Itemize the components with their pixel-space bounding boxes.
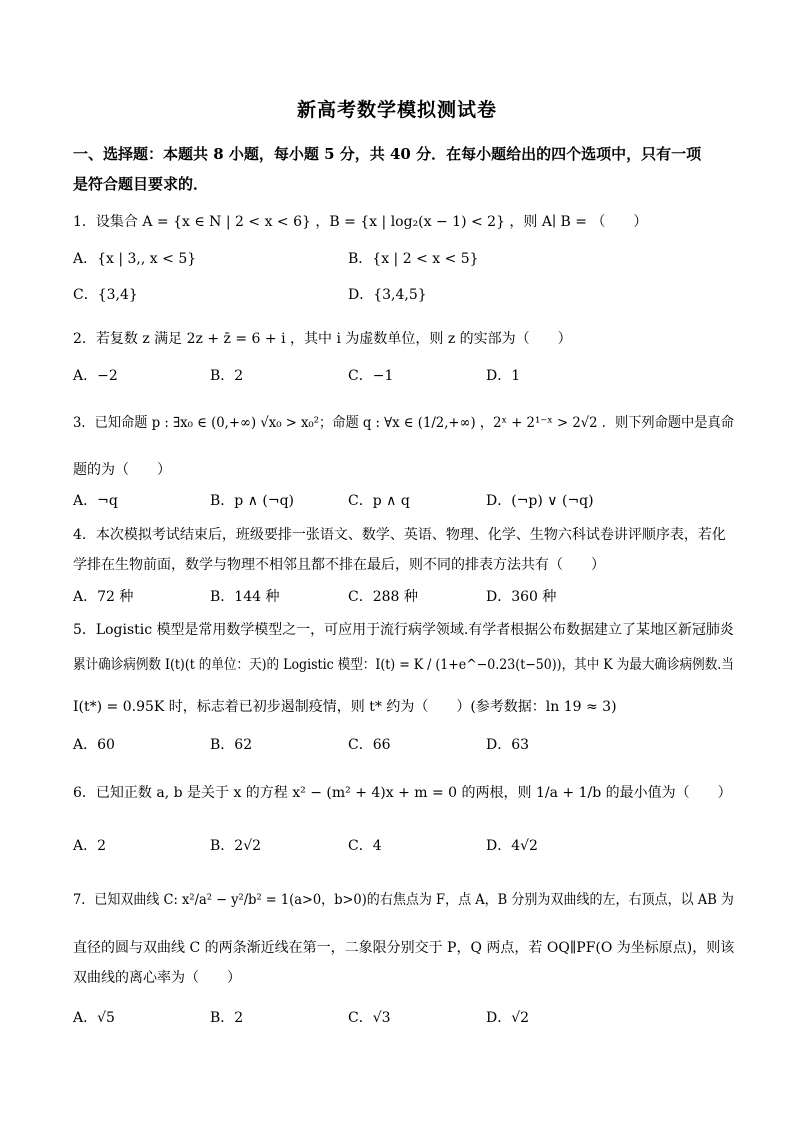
question-2-option-b: B．2: [210, 368, 244, 384]
question-6-option-b: B．2√2: [210, 838, 262, 854]
question-4-stem: 4．本次模拟考试结束后，班级要排一张语文、数学、英语、物理、化学、生物六科试卷讲评顺序表，若化: [73, 527, 726, 543]
question-2-stem: 2．若复数 z 满足 2z + z̄ = 6 + i ，其中 i 为虚数单位，则 z 的实部为（ ）: [73, 331, 572, 347]
section-heading-line2: 是符合题目要求的．: [73, 175, 209, 193]
question-3-option-d: D．(¬p) ∨ (¬q): [486, 493, 594, 509]
question-7-option-a: A．√5: [73, 1010, 115, 1026]
question-6-option-d: D．4√2: [486, 838, 538, 854]
question-3-stem-cont: 题的为（ ）: [73, 462, 171, 478]
question-6-stem: 6．已知正数 a, b 是关于 x 的方程 x² − (m² + 4)x + m = 0 的两根，则 1/a + 1/b 的最小值为（ ）: [73, 785, 732, 801]
question-7-option-c: C．√3: [348, 1010, 391, 1026]
question-7-option-d: D．√2: [486, 1010, 530, 1026]
question-5-stem-cont: 累计确诊病例数 I(t)(t 的单位：天)的 Logistic 模型：I(t) = K / (1+e^−0.23(t−50))，其中 K 为最大确诊病例数.当: [73, 657, 734, 673]
question-6-option-a: A．2: [73, 838, 107, 854]
question-2-option-a: A．−2: [73, 368, 118, 384]
question-7-option-b: B．2: [210, 1010, 244, 1026]
question-5-option-a: A．60: [73, 737, 115, 753]
question-1-option-b: B．{x | 2 < x < 5}: [348, 251, 479, 267]
question-5-option-b: B．62: [210, 737, 253, 753]
question-2-option-d: D．1: [486, 368, 521, 384]
page-title: 新高考数学模拟测试卷: [296, 99, 497, 121]
question-7-stem-cont2: 双曲线的离心率为（ ）: [73, 970, 241, 986]
question-3-stem: 3．已知命题 p : ∃x₀ ∈ (0,+∞) √x₀ > x₀²；命题 q : ∀x ∈ (1/2,+∞) ，2ˣ + 2¹⁻ˣ > 2√2 ．则下列命题中是真命: [73, 415, 734, 431]
question-5-option-c: C．66: [348, 737, 391, 753]
question-1-option-d: D．{3,4,5}: [348, 287, 427, 303]
question-5-stem: 5．Logistic 模型是常用数学模型之一，可应用于流行病学领域.有学者根据公布数据建立了某地区新冠肺炎: [73, 622, 734, 638]
question-4-stem-cont: 学排在生物前面，数学与物理不相邻且都不排在最后，则不同的排表方法共有（ ）: [73, 557, 605, 573]
question-3-option-a: A．¬q: [73, 493, 118, 509]
question-3-option-c: C．p ∧ q: [348, 493, 410, 509]
question-3-option-b: B．p ∧ (¬q): [210, 493, 295, 509]
question-4-option-a: A．72 种: [73, 589, 134, 605]
question-1-stem: 1．设集合 A = {x ∈ N | 2 < x < 6} ，B = {x | log₂(x − 1) < 2} ，则 A∣ B = （ ）: [73, 214, 648, 230]
question-4-option-c: C．288 种: [348, 589, 418, 605]
question-7-stem: 7．已知双曲线 C: x²/a² − y²/b² = 1(a>0，b>0)的右焦点为 F，点 A，B 分别为双曲线的左，右顶点，以 AB 为: [73, 892, 734, 908]
question-5-option-d: D．63: [486, 737, 530, 753]
question-7-stem-cont: 直径的圆与双曲线 C 的两条渐近线在第一，二象限分别交于 P，Q 两点，若 OQ∥PF(O 为坐标原点)，则该: [73, 940, 735, 956]
question-2-option-c: C．−1: [348, 368, 394, 384]
question-4-option-d: D．360 种: [486, 589, 557, 605]
question-1-option-c: C．{3,4}: [73, 287, 138, 303]
section-heading-line1: 一、选择题：本题共 8 小题，每小题 5 分，共 40 分．在每小题给出的四个选项中，只有一项: [73, 145, 702, 163]
question-4-option-b: B．144 种: [210, 589, 280, 605]
question-5-stem-cont2: I(t*) = 0.95K 时，标志着已初步遏制疫情，则 t* 约为（ ）(参考数据：ln 19 ≈ 3): [73, 699, 617, 715]
question-1-option-a: A．{x | 3,, x < 5}: [73, 251, 197, 267]
question-6-option-c: C．4: [348, 838, 382, 854]
